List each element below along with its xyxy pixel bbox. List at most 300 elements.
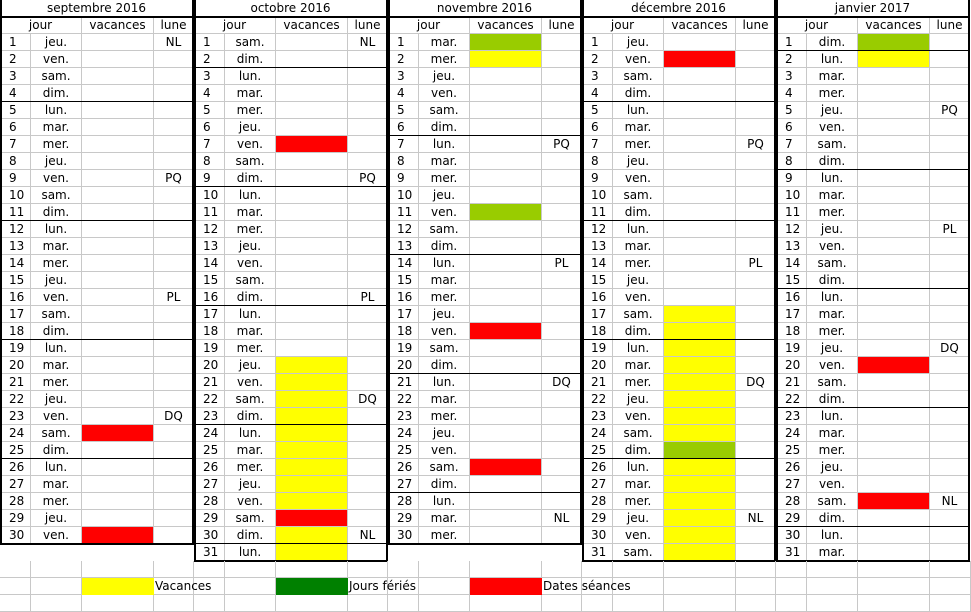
vacances-cell[interactable] (82, 425, 154, 442)
moon-phase-cell[interactable] (542, 306, 582, 323)
moon-phase-cell[interactable] (930, 238, 970, 255)
vacances-cell[interactable] (276, 306, 348, 323)
vacances-cell[interactable] (858, 408, 930, 425)
day-name[interactable]: dim. (419, 357, 470, 374)
vacances-cell[interactable] (664, 136, 736, 153)
moon-phase-cell[interactable] (736, 51, 776, 68)
day-name[interactable]: mer. (31, 255, 82, 272)
empty-cell[interactable] (858, 578, 930, 595)
vacances-cell[interactable] (858, 510, 930, 527)
moon-phase-cell[interactable] (930, 544, 970, 561)
vacances-cell[interactable] (82, 323, 154, 340)
moon-phase-cell[interactable] (154, 85, 194, 102)
day-name[interactable]: dim. (807, 153, 858, 170)
day-name[interactable]: ven. (31, 289, 82, 306)
day-number[interactable]: 27 (194, 476, 225, 493)
day-name[interactable]: ven. (31, 408, 82, 425)
empty-cell[interactable] (348, 595, 388, 612)
day-name[interactable]: jeu. (31, 272, 82, 289)
day-name[interactable]: mar. (807, 68, 858, 85)
day-number[interactable]: 31 (194, 544, 225, 561)
moon-phase-cell[interactable] (736, 391, 776, 408)
moon-phase-cell[interactable]: NL (348, 527, 388, 544)
vacances-cell[interactable] (82, 527, 154, 544)
moon-phase-cell[interactable] (736, 306, 776, 323)
day-number[interactable]: 4 (194, 85, 225, 102)
vacances-cell[interactable] (858, 204, 930, 221)
day-name[interactable]: mar. (419, 391, 470, 408)
vacances-cell[interactable] (664, 204, 736, 221)
day-name[interactable]: dim. (225, 527, 276, 544)
day-name[interactable]: mar. (419, 510, 470, 527)
moon-phase-cell[interactable] (736, 204, 776, 221)
day-number[interactable]: 4 (582, 85, 613, 102)
day-name[interactable]: lun. (807, 408, 858, 425)
day-name[interactable]: lun. (807, 51, 858, 68)
vacances-cell[interactable] (276, 85, 348, 102)
day-number[interactable]: 26 (388, 459, 419, 476)
day-name[interactable]: ven. (613, 289, 664, 306)
empty-cell[interactable] (0, 595, 31, 612)
empty-cell[interactable] (664, 561, 736, 578)
vacances-cell[interactable] (276, 442, 348, 459)
day-name[interactable]: ven. (31, 170, 82, 187)
moon-phase-cell[interactable] (930, 357, 970, 374)
vacances-cell[interactable] (82, 391, 154, 408)
moon-phase-cell[interactable]: DQ (736, 374, 776, 391)
day-number[interactable]: 29 (388, 510, 419, 527)
day-name[interactable]: jeu. (31, 34, 82, 51)
moon-phase-cell[interactable] (348, 476, 388, 493)
moon-phase-cell[interactable]: PL (542, 255, 582, 272)
day-name[interactable]: dim. (807, 34, 858, 51)
day-number[interactable]: 18 (582, 323, 613, 340)
day-name[interactable]: ven. (613, 527, 664, 544)
vacances-cell[interactable] (858, 85, 930, 102)
vacances-cell[interactable] (664, 493, 736, 510)
moon-phase-cell[interactable] (542, 85, 582, 102)
day-name[interactable]: mer. (419, 51, 470, 68)
day-name[interactable]: ven. (225, 374, 276, 391)
day-name[interactable]: jeu. (225, 238, 276, 255)
day-name[interactable]: ven. (807, 119, 858, 136)
moon-phase-cell[interactable] (154, 391, 194, 408)
vacances-cell[interactable] (82, 204, 154, 221)
vacances-cell[interactable] (82, 85, 154, 102)
day-name[interactable]: mer. (225, 221, 276, 238)
moon-phase-cell[interactable] (542, 442, 582, 459)
day-number[interactable]: 8 (776, 153, 807, 170)
vacances-cell[interactable] (664, 408, 736, 425)
day-name[interactable]: mar. (31, 119, 82, 136)
vacances-cell[interactable] (276, 408, 348, 425)
vacances-cell[interactable] (82, 221, 154, 238)
day-name[interactable]: mer. (807, 204, 858, 221)
moon-phase-cell[interactable] (348, 306, 388, 323)
moon-phase-cell[interactable]: PL (736, 255, 776, 272)
day-number[interactable]: 14 (776, 255, 807, 272)
day-name[interactable]: lun. (225, 306, 276, 323)
day-name[interactable]: lun. (613, 340, 664, 357)
empty-cell[interactable] (807, 578, 858, 595)
vacances-cell[interactable] (858, 272, 930, 289)
moon-phase-cell[interactable] (348, 340, 388, 357)
moon-phase-cell[interactable] (154, 357, 194, 374)
day-number[interactable]: 12 (582, 221, 613, 238)
day-number[interactable]: 28 (194, 493, 225, 510)
vacances-cell[interactable] (82, 408, 154, 425)
moon-phase-cell[interactable] (542, 51, 582, 68)
vacances-cell[interactable] (276, 544, 348, 561)
day-number[interactable]: 31 (582, 544, 613, 561)
vacances-cell[interactable] (82, 442, 154, 459)
moon-phase-cell[interactable] (930, 187, 970, 204)
moon-phase-cell[interactable] (154, 255, 194, 272)
day-number[interactable]: 27 (582, 476, 613, 493)
empty-cell[interactable] (194, 561, 225, 578)
moon-phase-cell[interactable] (154, 119, 194, 136)
vacances-cell[interactable] (664, 51, 736, 68)
empty-cell[interactable] (225, 578, 276, 595)
moon-phase-cell[interactable]: NL (542, 510, 582, 527)
day-name[interactable]: ven. (225, 136, 276, 153)
day-name[interactable]: lun. (31, 102, 82, 119)
moon-phase-cell[interactable] (736, 187, 776, 204)
moon-phase-cell[interactable] (736, 289, 776, 306)
vacances-cell[interactable] (82, 306, 154, 323)
day-number[interactable]: 17 (776, 306, 807, 323)
vacances-cell[interactable] (858, 340, 930, 357)
day-number[interactable]: 11 (776, 204, 807, 221)
day-name[interactable]: lun. (225, 425, 276, 442)
day-name[interactable]: mer. (31, 493, 82, 510)
vacances-cell[interactable] (82, 255, 154, 272)
moon-phase-cell[interactable] (348, 187, 388, 204)
empty-cell[interactable] (776, 595, 807, 612)
day-name[interactable]: lun. (613, 459, 664, 476)
empty-cell[interactable] (0, 578, 31, 595)
day-name[interactable]: mar. (613, 238, 664, 255)
vacances-cell[interactable] (470, 204, 542, 221)
vacances-cell[interactable] (276, 459, 348, 476)
day-name[interactable]: dim. (419, 476, 470, 493)
vacances-cell[interactable] (858, 51, 930, 68)
moon-phase-cell[interactable] (542, 391, 582, 408)
day-name[interactable]: dim. (225, 170, 276, 187)
day-name[interactable]: mer. (419, 527, 470, 544)
day-number[interactable]: 29 (194, 510, 225, 527)
day-name[interactable]: mer. (31, 136, 82, 153)
day-number[interactable]: 23 (582, 408, 613, 425)
day-name[interactable]: mer. (613, 493, 664, 510)
vacances-cell[interactable] (470, 391, 542, 408)
day-name[interactable]: mar. (225, 442, 276, 459)
empty-cell[interactable] (419, 561, 470, 578)
moon-phase-cell[interactable] (348, 493, 388, 510)
empty-cell[interactable] (419, 595, 470, 612)
day-name[interactable]: lun. (807, 170, 858, 187)
vacances-cell[interactable] (664, 34, 736, 51)
vacances-cell[interactable] (664, 459, 736, 476)
day-name[interactable]: dim. (225, 408, 276, 425)
day-number[interactable]: 13 (388, 238, 419, 255)
moon-phase-cell[interactable] (930, 391, 970, 408)
moon-phase-cell[interactable] (930, 442, 970, 459)
day-number[interactable]: 8 (582, 153, 613, 170)
vacances-cell[interactable] (470, 238, 542, 255)
vacances-cell[interactable] (470, 68, 542, 85)
day-number[interactable]: 16 (776, 289, 807, 306)
day-number[interactable]: 5 (388, 102, 419, 119)
day-name[interactable]: sam. (31, 306, 82, 323)
day-name[interactable]: dim. (31, 442, 82, 459)
day-name[interactable]: lun. (419, 374, 470, 391)
day-number[interactable]: 10 (388, 187, 419, 204)
vacances-cell[interactable] (82, 238, 154, 255)
moon-phase-cell[interactable]: PQ (154, 170, 194, 187)
vacances-cell[interactable] (276, 153, 348, 170)
day-name[interactable]: jeu. (31, 153, 82, 170)
day-number[interactable]: 17 (194, 306, 225, 323)
day-name[interactable]: sam. (807, 493, 858, 510)
moon-phase-cell[interactable] (154, 442, 194, 459)
day-name[interactable]: jeu. (419, 425, 470, 442)
day-number[interactable]: 10 (582, 187, 613, 204)
day-number[interactable]: 21 (388, 374, 419, 391)
vacances-cell[interactable] (664, 272, 736, 289)
empty-cell[interactable] (736, 561, 776, 578)
day-name[interactable]: sam. (419, 221, 470, 238)
day-name[interactable]: mar. (613, 357, 664, 374)
moon-phase-cell[interactable] (736, 68, 776, 85)
day-number[interactable]: 2 (0, 51, 31, 68)
day-number[interactable]: 30 (776, 527, 807, 544)
moon-phase-cell[interactable] (736, 476, 776, 493)
vacances-cell[interactable] (470, 85, 542, 102)
day-number[interactable]: 7 (388, 136, 419, 153)
moon-phase-cell[interactable] (542, 187, 582, 204)
vacances-cell[interactable] (470, 102, 542, 119)
vacances-cell[interactable] (470, 136, 542, 153)
vacances-cell[interactable] (276, 204, 348, 221)
vacances-cell[interactable] (664, 476, 736, 493)
vacances-cell[interactable] (664, 187, 736, 204)
day-number[interactable]: 26 (194, 459, 225, 476)
empty-cell[interactable] (225, 595, 276, 612)
empty-cell[interactable] (664, 578, 736, 595)
moon-phase-cell[interactable] (154, 102, 194, 119)
moon-phase-cell[interactable] (154, 153, 194, 170)
day-number[interactable]: 28 (388, 493, 419, 510)
day-number[interactable]: 1 (776, 34, 807, 51)
vacances-cell[interactable] (858, 391, 930, 408)
day-name[interactable]: mar. (31, 238, 82, 255)
day-number[interactable]: 15 (0, 272, 31, 289)
vacances-cell[interactable] (858, 323, 930, 340)
moon-phase-cell[interactable] (930, 527, 970, 544)
day-number[interactable]: 26 (0, 459, 31, 476)
day-number[interactable]: 6 (388, 119, 419, 136)
vacances-cell[interactable] (664, 391, 736, 408)
vacances-cell[interactable] (664, 221, 736, 238)
moon-phase-cell[interactable] (348, 374, 388, 391)
vacances-cell[interactable] (276, 425, 348, 442)
vacances-cell[interactable] (858, 170, 930, 187)
day-name[interactable]: dim. (31, 85, 82, 102)
day-number[interactable]: 27 (388, 476, 419, 493)
empty-cell[interactable] (930, 595, 971, 612)
moon-phase-cell[interactable] (736, 119, 776, 136)
day-number[interactable]: 18 (0, 323, 31, 340)
vacances-cell[interactable] (276, 340, 348, 357)
day-number[interactable]: 1 (194, 34, 225, 51)
empty-cell[interactable] (736, 595, 776, 612)
day-number[interactable]: 9 (194, 170, 225, 187)
day-number[interactable]: 14 (0, 255, 31, 272)
day-number[interactable]: 24 (776, 425, 807, 442)
vacances-cell[interactable] (470, 153, 542, 170)
moon-phase-cell[interactable] (542, 476, 582, 493)
day-number[interactable]: 19 (0, 340, 31, 357)
day-name[interactable]: sam. (613, 68, 664, 85)
vacances-cell[interactable] (276, 476, 348, 493)
empty-cell[interactable] (154, 595, 194, 612)
moon-phase-cell[interactable] (542, 272, 582, 289)
day-number[interactable]: 5 (776, 102, 807, 119)
moon-phase-cell[interactable] (348, 221, 388, 238)
day-name[interactable]: mer. (613, 136, 664, 153)
day-number[interactable]: 3 (582, 68, 613, 85)
vacances-cell[interactable] (470, 272, 542, 289)
moon-phase-cell[interactable]: DQ (348, 391, 388, 408)
day-name[interactable]: ven. (225, 255, 276, 272)
day-number[interactable]: 8 (388, 153, 419, 170)
day-number[interactable]: 18 (194, 323, 225, 340)
vacances-cell[interactable] (664, 425, 736, 442)
empty-cell[interactable] (470, 561, 542, 578)
moon-phase-cell[interactable] (930, 136, 970, 153)
vacances-cell[interactable] (276, 323, 348, 340)
day-number[interactable]: 28 (776, 493, 807, 510)
day-name[interactable]: lun. (807, 289, 858, 306)
vacances-cell[interactable] (470, 425, 542, 442)
day-number[interactable]: 3 (0, 68, 31, 85)
moon-phase-cell[interactable] (348, 51, 388, 68)
moon-phase-cell[interactable] (348, 102, 388, 119)
day-number[interactable]: 5 (194, 102, 225, 119)
moon-phase-cell[interactable] (736, 357, 776, 374)
day-number[interactable]: 7 (582, 136, 613, 153)
day-name[interactable]: lun. (225, 187, 276, 204)
moon-phase-cell[interactable] (348, 85, 388, 102)
vacances-cell[interactable] (470, 289, 542, 306)
day-number[interactable]: 25 (582, 442, 613, 459)
day-name[interactable]: lun. (419, 493, 470, 510)
day-number[interactable]: 2 (194, 51, 225, 68)
moon-phase-cell[interactable] (930, 289, 970, 306)
day-name[interactable]: sam. (807, 374, 858, 391)
moon-phase-cell[interactable]: PQ (736, 136, 776, 153)
vacances-cell[interactable] (858, 34, 930, 51)
day-name[interactable]: mar. (225, 323, 276, 340)
day-number[interactable]: 11 (388, 204, 419, 221)
day-number[interactable]: 28 (582, 493, 613, 510)
day-number[interactable]: 26 (776, 459, 807, 476)
vacances-cell[interactable] (470, 306, 542, 323)
day-number[interactable]: 1 (388, 34, 419, 51)
day-name[interactable]: jeu. (807, 340, 858, 357)
day-number[interactable]: 30 (194, 527, 225, 544)
day-number[interactable]: 9 (0, 170, 31, 187)
day-name[interactable]: jeu. (225, 119, 276, 136)
moon-phase-cell[interactable] (154, 221, 194, 238)
day-name[interactable]: dim. (31, 204, 82, 221)
vacances-cell[interactable] (664, 442, 736, 459)
day-name[interactable]: jeu. (613, 510, 664, 527)
moon-phase-cell[interactable] (542, 459, 582, 476)
vacances-cell[interactable] (470, 119, 542, 136)
moon-phase-cell[interactable]: NL (930, 493, 970, 510)
day-number[interactable]: 24 (388, 425, 419, 442)
moon-phase-cell[interactable] (930, 408, 970, 425)
day-number[interactable]: 12 (776, 221, 807, 238)
moon-phase-cell[interactable]: DQ (542, 374, 582, 391)
day-number[interactable]: 27 (776, 476, 807, 493)
day-number[interactable]: 14 (388, 255, 419, 272)
day-name[interactable]: lun. (613, 102, 664, 119)
day-number[interactable]: 15 (776, 272, 807, 289)
moon-phase-cell[interactable] (542, 170, 582, 187)
vacances-cell[interactable] (664, 102, 736, 119)
moon-phase-cell[interactable] (930, 68, 970, 85)
day-name[interactable]: sam. (807, 136, 858, 153)
vacances-cell[interactable] (858, 544, 930, 561)
vacances-cell[interactable] (276, 51, 348, 68)
vacances-cell[interactable] (664, 306, 736, 323)
day-number[interactable]: 4 (388, 85, 419, 102)
day-number[interactable]: 3 (776, 68, 807, 85)
vacances-cell[interactable] (470, 187, 542, 204)
empty-cell[interactable] (154, 561, 194, 578)
day-name[interactable]: ven. (225, 493, 276, 510)
vacances-cell[interactable] (470, 221, 542, 238)
vacances-cell[interactable] (276, 187, 348, 204)
moon-phase-cell[interactable] (348, 459, 388, 476)
moon-phase-cell[interactable] (736, 34, 776, 51)
vacances-cell[interactable] (276, 170, 348, 187)
day-number[interactable]: 22 (0, 391, 31, 408)
day-number[interactable]: 21 (194, 374, 225, 391)
empty-cell[interactable] (276, 561, 348, 578)
day-name[interactable]: mar. (613, 119, 664, 136)
empty-cell[interactable] (582, 561, 613, 578)
moon-phase-cell[interactable] (930, 272, 970, 289)
moon-phase-cell[interactable] (154, 51, 194, 68)
day-name[interactable]: mer. (225, 340, 276, 357)
day-number[interactable]: 4 (776, 85, 807, 102)
vacances-cell[interactable] (82, 34, 154, 51)
vacances-cell[interactable] (276, 527, 348, 544)
vacances-cell[interactable] (82, 119, 154, 136)
day-name[interactable]: lun. (419, 255, 470, 272)
day-number[interactable]: 17 (582, 306, 613, 323)
day-name[interactable]: mar. (807, 544, 858, 561)
day-number[interactable]: 6 (0, 119, 31, 136)
day-number[interactable]: 18 (776, 323, 807, 340)
empty-cell[interactable] (194, 595, 225, 612)
day-number[interactable]: 12 (388, 221, 419, 238)
moon-phase-cell[interactable] (154, 340, 194, 357)
